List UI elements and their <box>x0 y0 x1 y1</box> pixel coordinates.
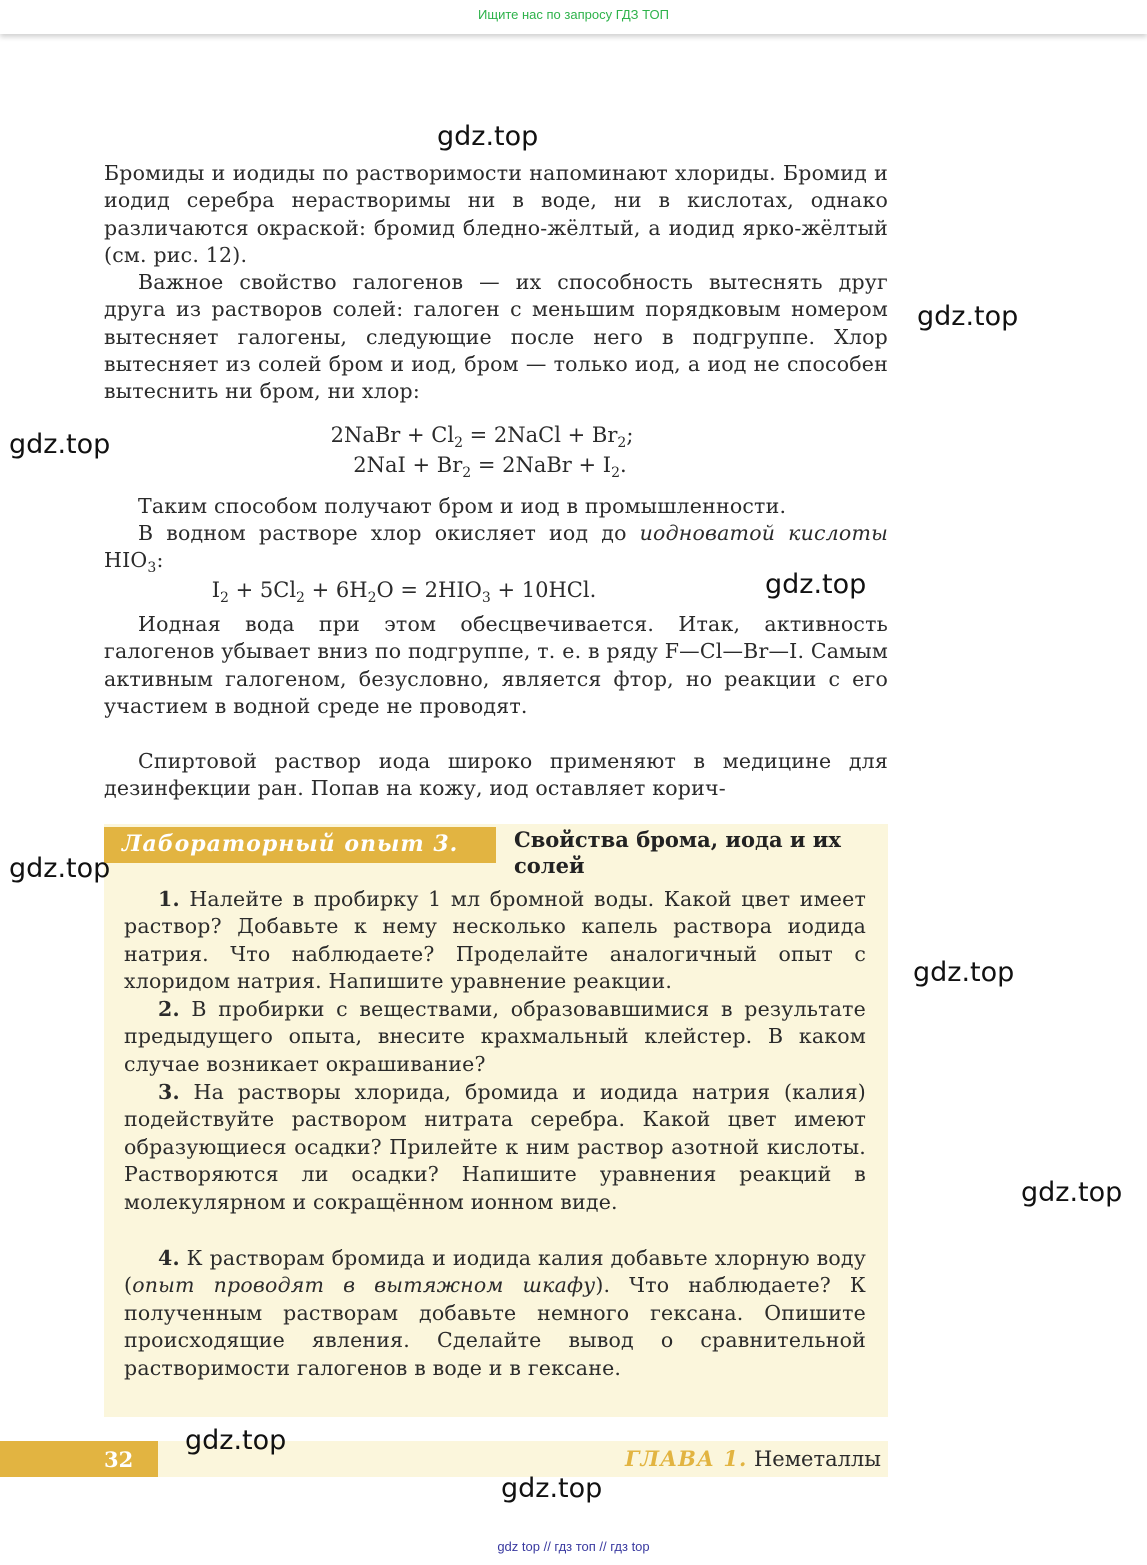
page-number-box <box>0 1441 158 1477</box>
watermark: gdz.top <box>185 1425 287 1456</box>
watermark: gdz.top <box>9 853 111 884</box>
paragraph-alcohol-solution: Спиртовой раствор иода широко применяют в медицине для дезинфекции ран. Попав на кожу, иод оставляет корич- <box>104 749 888 801</box>
paragraph-iodic-acid: В водном растворе хлор окисляет иод до иодноватой кислоты $HIO_3$: <box>104 521 889 577</box>
watermark: gdz.top <box>917 301 1019 332</box>
lab-experiment-title: Свойства брома, иода и их солей <box>514 827 841 878</box>
page-number: 32 <box>104 1447 134 1472</box>
top-banner <box>0 0 1147 34</box>
watermark: gdz.top <box>437 121 539 152</box>
chapter-title: Неметаллы <box>753 1447 881 1471</box>
watermark: gdz.top <box>9 429 111 460</box>
watermark: gdz.top <box>501 1473 603 1504</box>
paragraph-activity: Иодная вода при этом обесцвечивается. Итак, активность галогенов убывает вниз по подгруппе, т. е. в ряду F—Cl—Br—I. Самым активным галогеном, безусловно, является фтор, но реакции с его участием в водной среде не проводят. <box>104 612 888 718</box>
watermark: gdz.top <box>765 569 867 600</box>
equation-nabr: 2NaBr + $Cl_2$ = 2NaCl + $Br_2$; <box>330 423 634 451</box>
top-banner-text[interactable]: Ищите нас по запросу ГДЗ ТОП <box>478 7 669 22</box>
chapter-label: ГЛАВА 1. <box>625 1446 748 1471</box>
lab-step-3: 3. На растворы хлорида, бромида и иодида натрия (калия) подействуйте раствором нитрата серебра. Какой цвет имеют образующиеся осадки? Прилейте к ним раствор азотной кислоты. Растворяются ли осадки? Напишите уравнения реакций в молекулярном и сокращённом ионном виде. <box>124 1080 866 1214</box>
watermark: gdz.top <box>913 957 1015 988</box>
lab-step-4: 4. К растворам бромида и иодида калия добавьте хлорную воду (опыт проводят в вытяжном шкафу). Что наблюдаете? К полученным растворам добавьте немного гексана. Опишите происходящие явления. Сделайте вывод о сравнительной растворимости галогенов в воде и в гексане. <box>124 1246 866 1380</box>
lab-experiment-badge <box>104 827 496 863</box>
lab-step-2: 2. В пробирки с веществами, образовавшимися в результате предыдущего опыта, внесите крахмальный клейстер. В каком случае возникает окрашивание? <box>124 997 866 1076</box>
footer-chapter <box>625 1446 881 1471</box>
equation-iodine-chlorine: $I_2 + 5Cl_2 + 6H_2O = 2HIO_3 + 10HCl$. <box>211 578 597 606</box>
paragraph-bromides: Бромиды и иодиды по растворимости напоминают хлориды. Бромид и иодид серебра нерастворимы ни в воде, ни в кислотах, однако различаются окраской: бромид бледно-жёлтый, а иодид ярко-жёлтый (см. рис. 12). <box>104 161 888 267</box>
watermark: gdz.top <box>1021 1177 1123 1208</box>
lab-step-1: 1. Налейте в пробирку 1 мл бромной воды. Какой цвет имеет раствор? Добавьте к нему несколько капель раствора иодида натрия. Что наблюдаете? Проделайте аналогичный опыт с хлоридом натрия. Напишите уравнение реакции. <box>124 887 866 994</box>
lab-experiment-label: Лабораторный опыт 3. <box>122 831 459 857</box>
paragraph-halogen-displacement: Важное свойство галогенов — их способность вытеснять друг друга из растворов солей: галоген с меньшим порядковым номером вытесняет галогены, следующие после него в подгруппе. Хлор вытесняет из солей бром и иод, бром — только иод, а иод не способен вытеснить ни бром, ни хлор: <box>104 270 888 404</box>
bottom-links[interactable]: gdz top // гдз топ // гдз top <box>497 1539 650 1554</box>
paragraph-industry: Таким способом получают бром и иод в промышленности. <box>138 494 787 518</box>
equation-nai: $2NaI + Br_2$ = 2NaBr + $I_2$. <box>353 453 627 481</box>
